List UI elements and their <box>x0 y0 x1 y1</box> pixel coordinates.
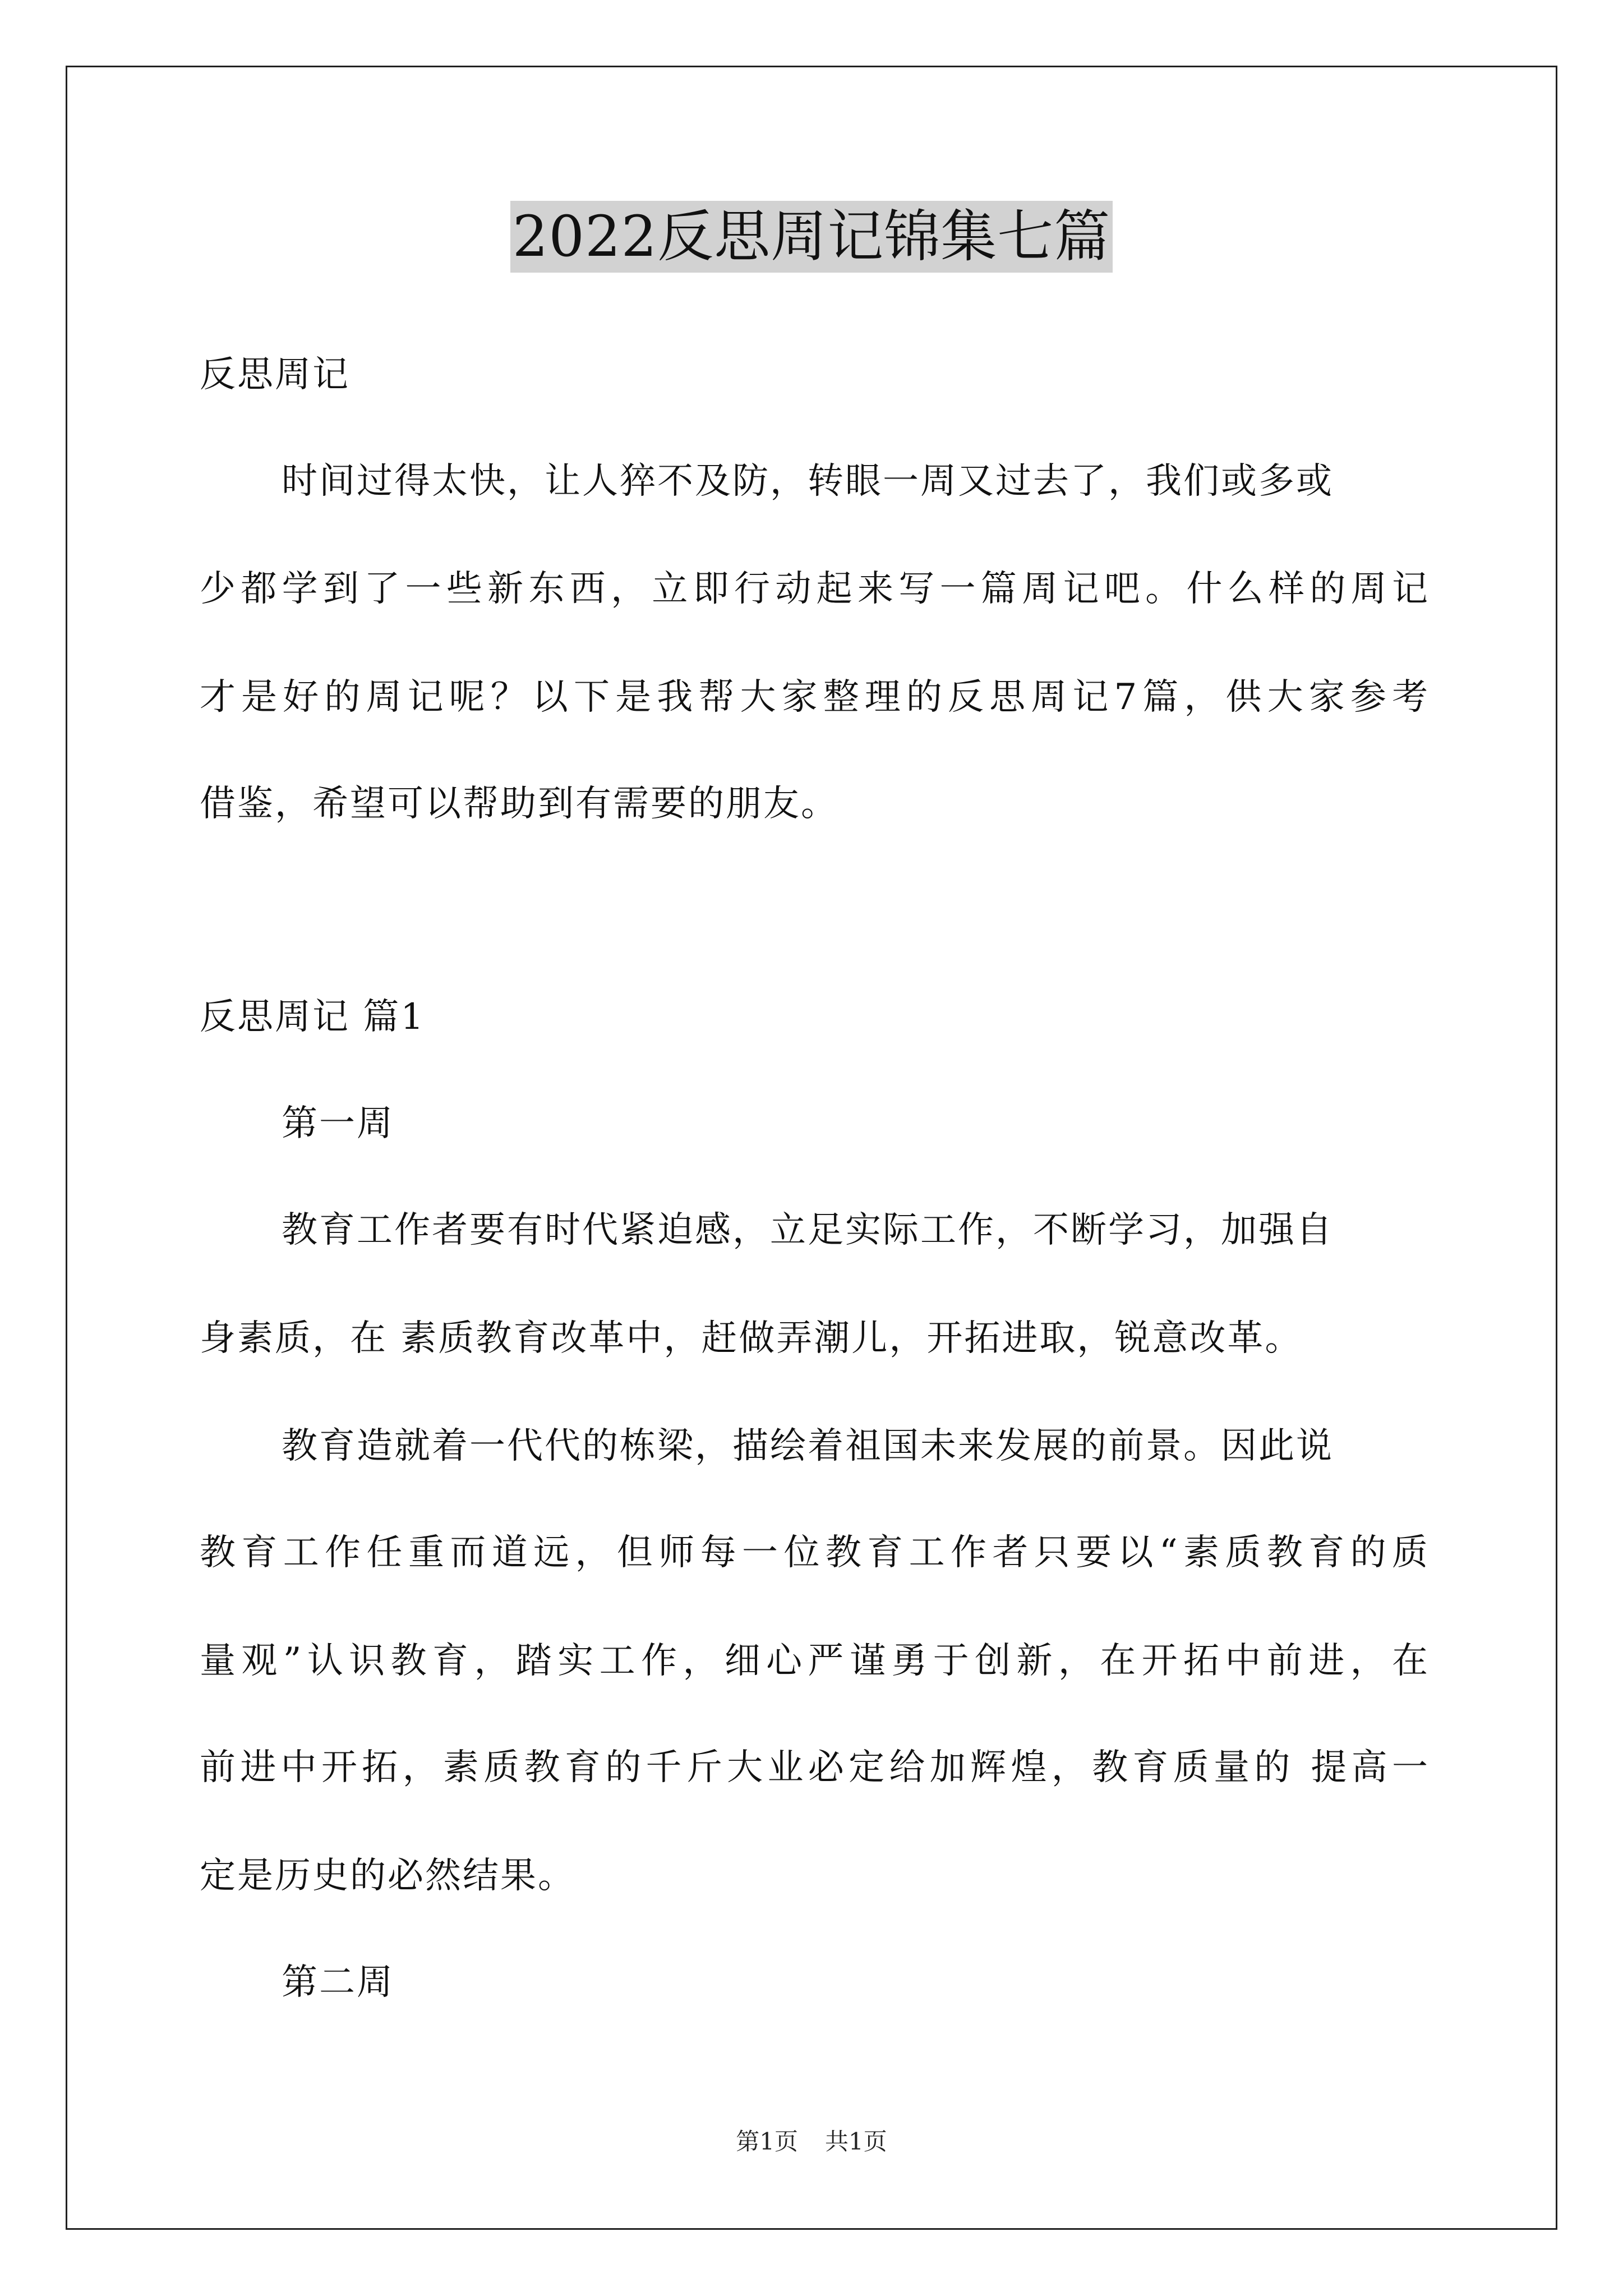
week-1-label: 第一周 <box>282 1103 394 1144</box>
title-container <box>0 201 1623 273</box>
para2-line-2: 教育工作任重而道远，但师每一位教育工作者只要以“素质教育的质 <box>200 1532 1428 1573</box>
section-heading: 反思周记 篇1 <box>200 996 426 1038</box>
intro-line-3: 才是好的周记呢？以下是我帮大家整理的反思周记7篇，供大家参考 <box>200 677 1428 718</box>
page-number-current: 第1页 <box>736 2128 798 2155</box>
para1-line-1: 教育工作者要有时代紧迫感，立足实际工作，不断学习，加强自 <box>282 1209 1334 1251</box>
page-number-total: 共1页 <box>825 2128 887 2155</box>
para2-line-1: 教育造就着一代代的栋梁，描绘着祖国未来发展的前景。因此说 <box>282 1425 1334 1467</box>
document-title: 2022反思周记锦集七篇 <box>510 201 1113 273</box>
page-footer <box>0 2126 1623 2157</box>
intro-heading: 反思周记 <box>200 354 350 395</box>
para2-line-3: 量观”认识教育，踏实工作，细心严谨勇于创新，在开拓中前进，在 <box>200 1640 1428 1682</box>
intro-line-4: 借鉴，希望可以帮助到有需要的朋友。 <box>200 783 838 825</box>
para2-line-4: 前进中开拓，素质教育的千斤大业必定给加辉煌，教育质量的 提高一 <box>200 1747 1428 1788</box>
week-2-label: 第二周 <box>282 1962 394 2003</box>
intro-line-2: 少都学到了一些新东西，立即行动起来写一篇周记吧。什么样的周记 <box>200 568 1428 610</box>
para2-line-5: 定是历史的必然结果。 <box>200 1855 575 1897</box>
intro-line-1: 时间过得太快，让人猝不及防，转眼一周又过去了，我们或多或 <box>282 461 1334 502</box>
para1-line-2: 身素质，在 素质教育改革中，赶做弄潮儿，开拓进取，锐意改革。 <box>200 1318 1303 1359</box>
